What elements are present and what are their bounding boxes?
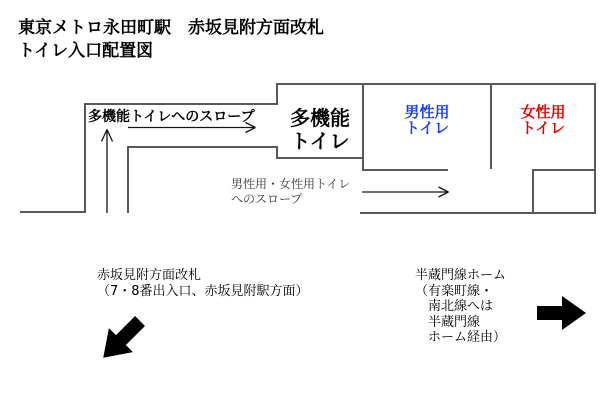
gate-direction-arrow-icon bbox=[91, 309, 152, 370]
platform-destination-line4: 半蔵門線 bbox=[415, 314, 481, 330]
slope-to-multi-label: 多機能トイレへのスロープ bbox=[88, 109, 255, 125]
womens-toilet-line1: 女性用 bbox=[520, 103, 566, 121]
platform-destination-line2: （有楽町線・ bbox=[415, 283, 494, 299]
mens-toilet-line1: 男性用 bbox=[404, 103, 450, 121]
gate-destination-label bbox=[97, 268, 309, 300]
slope-to-mw-line1: 男性用・女性用トイレ bbox=[231, 177, 351, 191]
platform-destination-label bbox=[415, 268, 506, 346]
mens-toilet-line2: トイレ bbox=[404, 119, 450, 137]
platform-destination-line1: 半蔵門線ホーム bbox=[415, 268, 507, 283]
platform-direction-arrow-icon bbox=[537, 296, 586, 330]
slope-to-mw-arrow bbox=[362, 187, 449, 197]
multi-function-toilet-line2: トイレ bbox=[290, 129, 350, 153]
platform-destination-line3: 南北線へは bbox=[415, 299, 494, 314]
page-title-line2: トイレ入口配置図 bbox=[18, 41, 154, 61]
slope-to-mw-label bbox=[231, 177, 350, 207]
womens-toilet-line2: トイレ bbox=[520, 119, 566, 137]
multi-function-toilet-label bbox=[277, 107, 363, 153]
womens-toilet-label bbox=[491, 104, 595, 136]
gate-destination-line1: 赤坂見附方面改札 bbox=[97, 268, 202, 283]
block-arrows bbox=[91, 296, 586, 370]
page-title-line1: 東京メトロ永田町駅 赤坂見附方面改札 bbox=[18, 18, 324, 38]
slope-to-mw-line2: へのスロープ bbox=[231, 192, 303, 206]
up-arrow bbox=[102, 130, 113, 214]
mens-toilet-label bbox=[363, 104, 491, 136]
platform-destination-line5: ホーム経由） bbox=[415, 330, 507, 345]
multi-function-toilet-line1: 多機能 bbox=[290, 106, 350, 130]
gate-destination-line2: （7・8番出入口、赤坂見附駅方面） bbox=[97, 284, 309, 299]
